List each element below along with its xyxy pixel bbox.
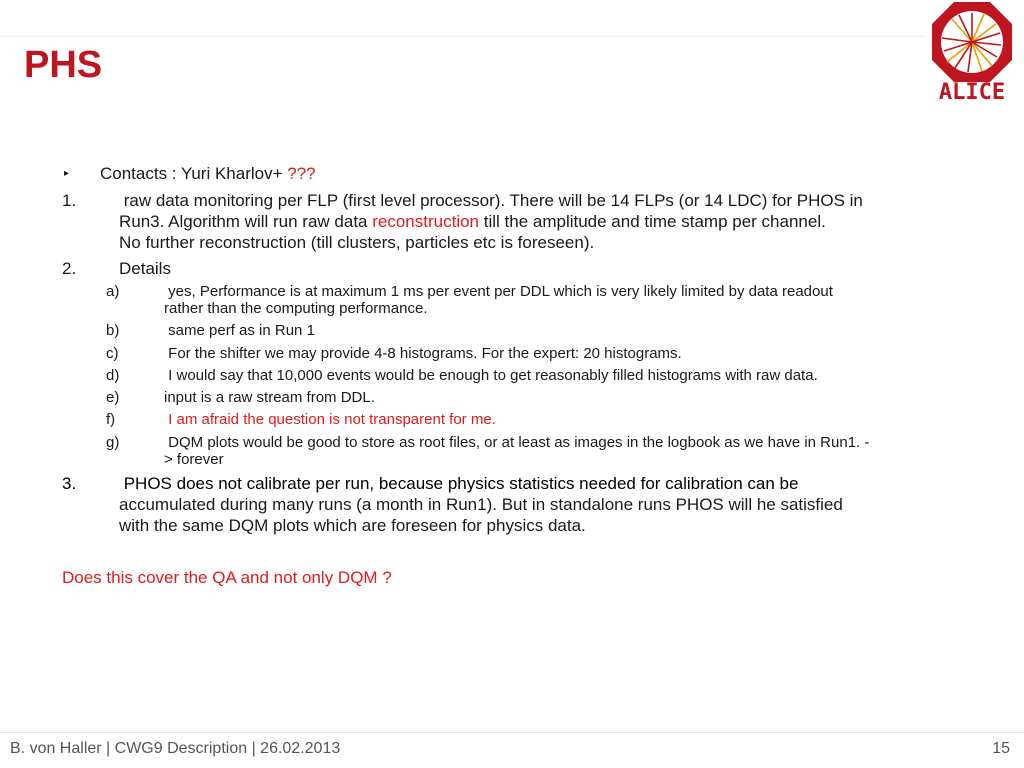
item3-line3: with the same DQM plots which are foreseen for physics data. — [119, 516, 586, 535]
question-text: Does this cover the QA and not only DQM ? — [62, 568, 392, 587]
sub-marker: d) — [106, 367, 120, 384]
item1-line2-before: Run3. Algorithm will run raw data — [119, 212, 373, 231]
footer-rule — [0, 732, 1024, 733]
sub-item-text: rather than the computing performance. — [164, 300, 428, 317]
item1-line3: No further reconstruction (till clusters, particles etc is foreseen). — [119, 233, 595, 252]
contacts-label: Contacts : Yuri Kharlov+ — [100, 164, 288, 183]
sub-marker: e) — [106, 389, 120, 406]
footer-text: B. von Haller | CWG9 Description | 26.02.2013 — [10, 740, 341, 757]
list-marker: 1. — [62, 191, 77, 210]
triangle-bullet-icon: ▸ — [64, 168, 70, 179]
page-number: 15 — [992, 740, 1010, 757]
title-rule — [0, 36, 925, 37]
item1-line2 — [119, 211, 826, 232]
list-marker: 2. — [62, 259, 77, 278]
sub-marker: c) — [106, 345, 119, 362]
list-marker: 3. — [62, 474, 77, 493]
sub-item-text: I would say that 10,000 events would be enough to get reasonably filled histograms with raw data. — [164, 367, 818, 384]
item1-line1: raw data monitoring per FLP (first level processor). There will be 14 FLPs (or 14 LDC) for PHOS in — [119, 191, 863, 210]
item1-line2-after: till the amplitude and time stamp per channel. — [479, 212, 826, 231]
contacts-unknown: ??? — [287, 164, 316, 183]
sub-marker: b) — [106, 322, 120, 339]
logo-text: ALICE — [938, 80, 1006, 104]
sub-marker: g) — [106, 434, 120, 451]
sub-item-text: For the shifter we may provide 4-8 histograms. For the expert: 20 histograms. — [164, 345, 682, 362]
sub-item-text: same perf as in Run 1 — [164, 322, 315, 339]
sub-item-text: yes, Performance is at maximum 1 ms per event per DDL which is very likely limited by data readout — [164, 283, 833, 300]
alice-logo — [930, 0, 1014, 104]
item2-text: Details — [119, 259, 171, 278]
item3-line2: accumulated during many runs (a month in Run1). But in standalone runs PHOS will he satisfied — [119, 495, 843, 514]
sub-item-text: DQM plots would be good to store as root files, or at least as images in the logbook as we have in Run1. - — [164, 434, 870, 451]
sub-marker: a) — [106, 283, 120, 300]
slide-title: PHS — [24, 44, 103, 86]
sub-item-text: input is a raw stream from DDL. — [164, 389, 375, 406]
sub-item-text: I am afraid the question is not transparent for me. — [164, 411, 496, 428]
item1-reconstruction: reconstruction — [372, 212, 480, 231]
contacts-text — [100, 163, 316, 184]
item3-line1: PHOS does not calibrate per run, because physics statistics needed for calibration can be — [119, 474, 799, 493]
sub-marker: f) — [106, 411, 116, 428]
sub-item-text: > forever — [164, 451, 224, 468]
